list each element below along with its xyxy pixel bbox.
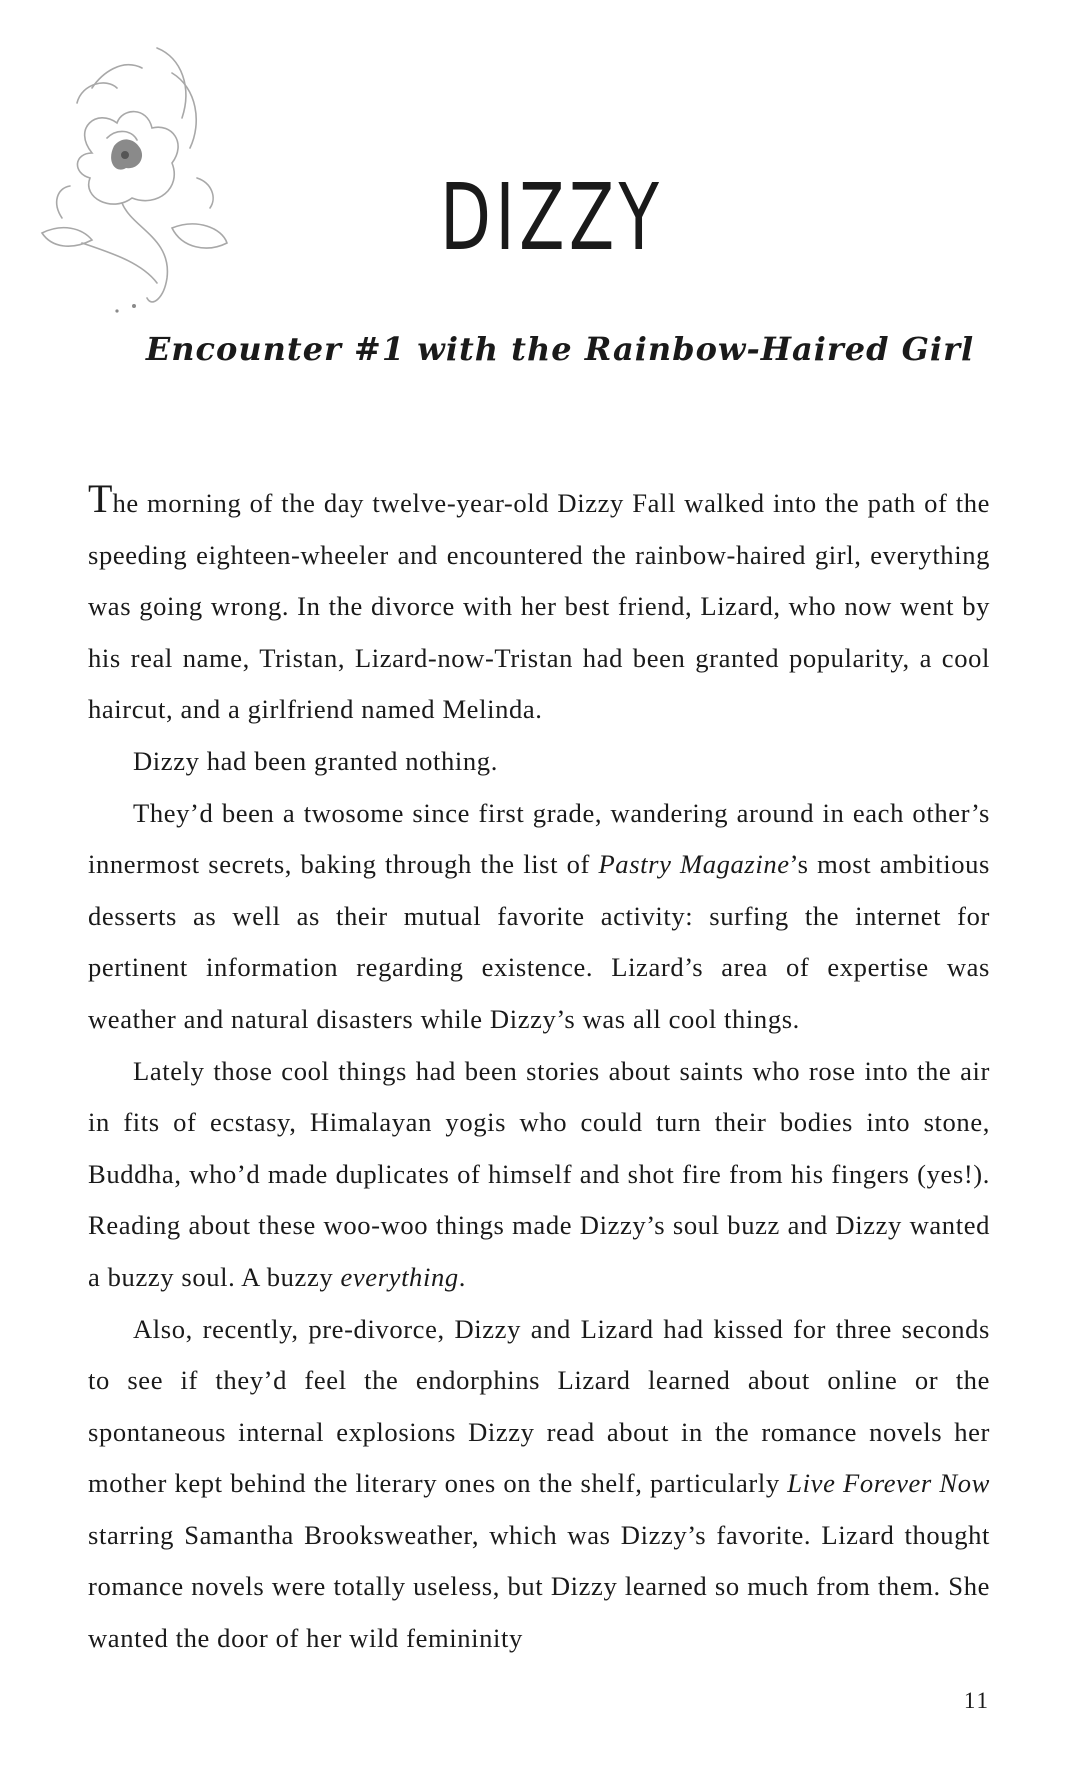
paragraph-text: Lately those cool things had been stories about saints who rose into the air in fits of ecstasy, Himalayan yogis who could turn their bodies into stone, Buddha, who’d made duplicates of himself and shot fire from his fingers (yes!). Reading about these woo-woo things made Dizzy’s soul buzz and Dizzy wanted a buzzy soul. A buzzy (88, 1055, 990, 1292)
paragraph (88, 736, 990, 788)
drop-cap: T (88, 476, 113, 521)
paragraph (88, 1304, 990, 1665)
paragraph (88, 478, 990, 736)
paragraph-text: . (458, 1261, 466, 1292)
paragraph-text: ’s most ambitious desserts as well as their mutual favorite activity: surfing the internet for pertinent information regarding existence. Lizard’s area of expertise was weather and natural disasters while Dizzy’s was all cool things. (88, 849, 990, 1034)
chapter-body (88, 478, 990, 1665)
paragraph (88, 1046, 990, 1304)
paragraph-text: They’d been a twosome since first grade, wandering around in each other’s innermost secrets, baking through the list of (88, 797, 990, 880)
italic-title: Pastry Magazine (598, 849, 790, 880)
page-number: 11 (963, 1688, 990, 1713)
italic-title: Live Forever Now (787, 1468, 990, 1499)
paragraph (88, 788, 990, 1046)
paragraph-text: Also, recently, pre-divorce, Dizzy and Lizard had kissed for three seconds to see if they’d feel the endorphins Lizard learned about online or the spontaneous internal explosions Dizzy read about in the romance novels her mother kept behind the literary ones on the shelf, particularly (88, 1313, 990, 1499)
chapter-subtitle: Encounter #1 with the Rainbow-Haired Girl (145, 330, 975, 368)
paragraph-text: starring Samantha Brooksweather, which was Dizzy’s favorite. Lizard thought romance novels were totally useless, but Dizzy learned so much from them. She wanted the door of her wild femininity (88, 1519, 990, 1654)
italic-emphasis: everything (340, 1261, 459, 1292)
paragraph-text: he morning of the day twelve-year-old Dizzy Fall walked into the path of the speeding eighteen-wheeler and encountered the rainbow-haired girl, everything was going wrong. In the divorce with her best friend, Lizard, who now went by his real name, Tristan, Lizard-now-Tristan had been granted popularity, a cool haircut, and a girlfriend named Melinda. (88, 488, 990, 725)
chapter-title: DIZZY (439, 164, 664, 271)
paragraph-text: Dizzy had been granted nothing. (133, 745, 498, 776)
